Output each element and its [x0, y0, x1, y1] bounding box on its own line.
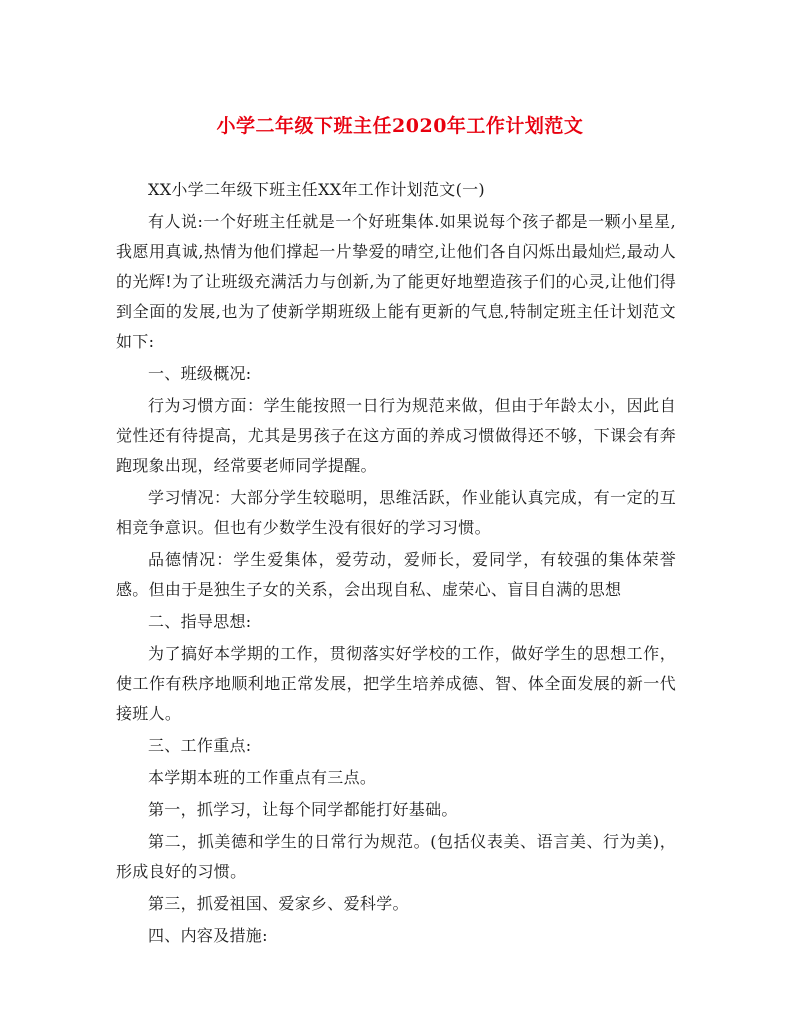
intro-paragraph: 有人说:一个好班主任就是一个好班集体.如果说每个孩子都是一颗小星星,我愿用真诚,热情为他们撑起一片挚爱的晴空,让他们各自闪烁出最灿烂,最动人的光辉!为了让班级充满活力与创新,为了能更好地塑造孩子们的心灵,让他们得到全面的发展,也为了使新学期班级上能有更新的气息,特制定班主任计划范文如下: [116, 212, 676, 351]
work-focus-intro: 本学期本班的工作重点有三点。 [148, 768, 377, 787]
study-paragraph: 学习情况：大部分学生较聪明，思维活跃，作业能认真完成，有一定的互相竞争意识。但也有少数学生没有很好的学习习惯。 [116, 488, 676, 537]
behavior-paragraph: 行为习惯方面：学生能按照一日行为规范来做，但由于年龄太小，因此自觉性还有待提高，尤其是男孩子在这方面的养成习惯做得还不够，下课会有奔跑现象出现，经常要老师同学提醒。 [116, 396, 676, 475]
morality-paragraph: 品德情况：学生爱集体，爱劳动，爱师长，爱同学，有较强的集体荣誉感。但由于是独生子女的关系，会出现自私、虚荣心、盲目自满的思想 [116, 550, 676, 599]
section-heading-guiding-ideas: 二、指导思想: [148, 612, 252, 631]
section-heading-content-measures: 四、内容及措施: [148, 926, 268, 945]
document-body [116, 175, 676, 953]
work-focus-item-2: 第二，抓美德和学生的日常行为规范。(包括仪表美、语言美、行为美)，形成良好的习惯。 [116, 832, 676, 881]
guiding-ideas-paragraph: 为了搞好本学期的工作，贯彻落实好学校的工作，做好学生的思想工作，使工作有秩序地顺利地正常发展，把学生培养成德、智、体全面发展的新一代接班人。 [116, 644, 676, 723]
work-focus-item-1: 第一，抓学习，让每个同学都能打好基础。 [148, 800, 458, 819]
work-focus-item-3: 第三，抓爱祖国、爱家乡、爱科学。 [148, 894, 409, 913]
document-title: 小学二年级下班主任2020年工作计划范文 [216, 115, 584, 137]
subtitle-paragraph: XX小学二年级下班主任XX年工作计划范文(一) [148, 180, 485, 199]
section-heading-class-overview: 一、班级概况: [148, 364, 252, 383]
section-heading-work-focus: 三、工作重点: [148, 736, 252, 755]
